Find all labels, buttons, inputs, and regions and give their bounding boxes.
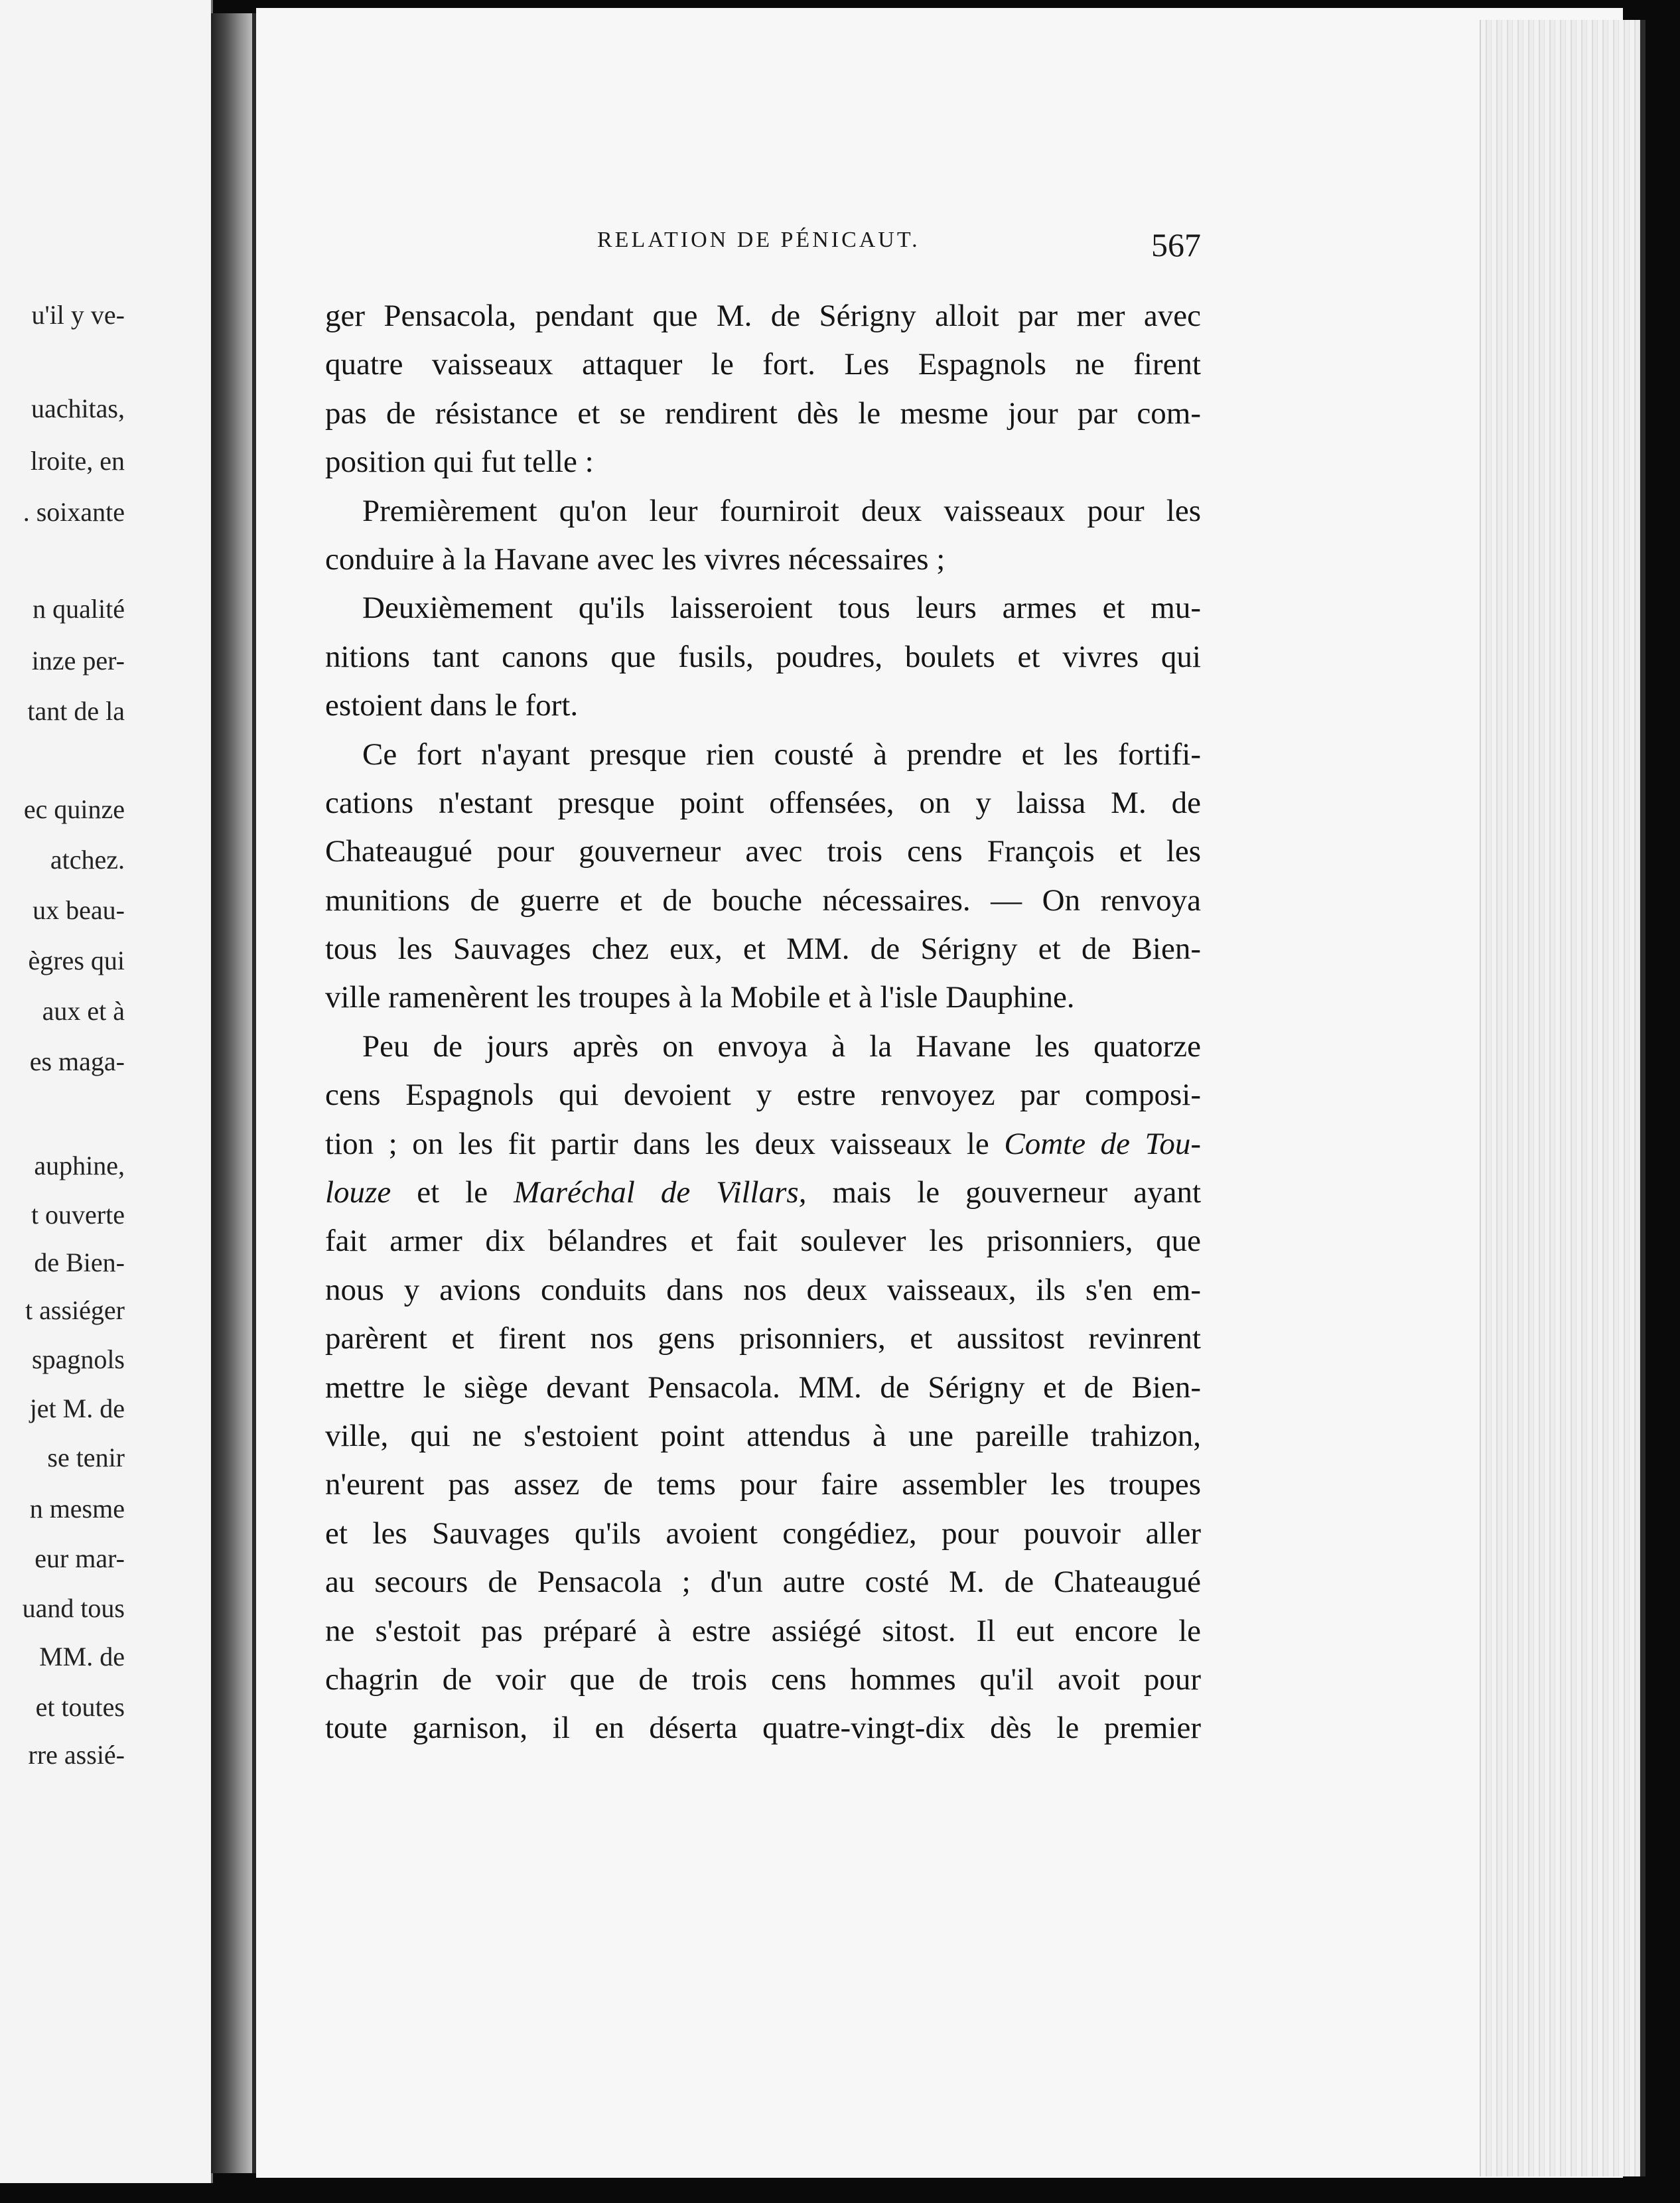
left-page-line: u'il y ve- [31,300,125,330]
left-page-line: auphine, [34,1151,125,1180]
text-line: position qui fut telle : [325,445,594,480]
page-edges [1480,20,1640,2176]
left-page-line: n qualité [33,594,125,624]
text-line: Chateaugué pour gouverneur avec trois cens François et les [325,834,1201,869]
text-line: mettre le siège devant Pensacola. MM. de Sérigny et de Bien- [325,1370,1201,1405]
text-run: mais le gouverneur ayant [806,1175,1201,1210]
left-page-line: uand tous [22,1593,125,1623]
text-line: chagrin de voir que de trois cens hommes qu'il avoit pour [325,1662,1201,1697]
left-page-line: lroite, en [30,446,125,476]
italic-ship-name: Comte de Tou- [1004,1126,1202,1161]
text-line: pas de résistance et se rendirent dès le mesme jour par com- [325,395,1201,431]
text-run: et le [391,1175,514,1210]
text-line: parèrent et firent nos gens prisonniers, et aussitost revinrent [325,1321,1201,1356]
text-line: ne s'estoit pas préparé à estre assiégé sitost. Il eut encore le [325,1613,1201,1648]
left-page-line: inze per- [31,646,125,675]
text-line: n'eurent pas assez de tems pour faire assembler les troupes [325,1467,1201,1502]
text-line [325,1120,1201,1169]
text-line: Deuxièmement qu'ils laisseroient tous leurs armes et mu- [362,591,1201,626]
left-page-line: ec quinze [23,794,125,824]
text-line: au secours de Pensacola ; d'un autre costé M. de Chateaugué [325,1565,1201,1600]
text-line: munitions de guerre et de bouche nécessaires. — On renvoya [325,883,1201,918]
left-page-line: aux et à [42,996,125,1026]
text-line: ville ramenèrent les troupes à la Mobile et à l'isle Dauphine. [325,980,1075,1015]
body-text [325,292,1201,1753]
text-line: ger Pensacola, pendant que M. de Sérigny alloit par mer avec [325,299,1201,333]
left-page-line: de Bien- [34,1247,125,1277]
text-line: ville, qui ne s'estoient point attendus à une pareille trahizon, [325,1418,1201,1453]
running-header: RELATION DE PÉNICAUT. [597,228,920,252]
text-line: estoient dans le fort. [325,688,579,723]
left-page-line: uachitas, [31,393,125,423]
left-page-line: eur mar- [35,1543,125,1573]
page-number: 567 [1151,226,1201,263]
left-page-line: t ouverte [31,1200,125,1230]
text-line: et les Sauvages qu'ils avoient congédiez, pour pouvoir aller [325,1516,1201,1551]
left-page-line: atchez. [50,845,125,875]
italic-ship-name: louze [325,1175,391,1210]
left-page-line: t assiéger [25,1295,125,1325]
text-line: conduire à la Havane avec les vivres nécessaires ; [325,541,945,577]
left-page-line: rre assié- [28,1740,125,1770]
left-page-line: spagnols [32,1344,125,1374]
text-line: cations n'estant presque point offensées, on y laissa M. de [325,785,1201,820]
left-page-line: ègres qui [28,946,125,975]
text-line: quatre vaisseaux attaquer le fort. Les Espagnols ne firent [325,347,1201,382]
left-page-line: es maga- [29,1046,125,1076]
text-line [325,1169,1201,1217]
left-page-line: n mesme [29,1494,125,1524]
text-line: cens Espagnols qui devoient y estre renvoyez par composi- [325,1078,1201,1113]
text-line: nous y avions conduits dans nos deux vaisseaux, ils s'en em- [325,1272,1201,1307]
text-line: toute garnison, il en déserta quatre-vingt-dix dès le premier [325,1711,1201,1746]
left-facing-page [0,0,213,2183]
left-page-line: . soixante [23,497,125,527]
left-page-line: et toutes [35,1692,125,1722]
book-gutter [211,13,252,2173]
left-page-line: se tenir [47,1443,125,1472]
left-page-line: tant de la [27,696,125,726]
left-page-line: jet M. de [29,1393,125,1423]
left-page-line: ux beau- [33,895,125,925]
text-line: tous les Sauvages chez eux, et MM. de Sérigny et de Bien- [325,932,1201,967]
italic-ship-name: Maréchal de Villars, [514,1175,807,1210]
text-line: Ce fort n'ayant presque rien cousté à prendre et les fortifi- [362,737,1201,772]
text-line: fait armer dix bélandres et fait soulever les prisonniers, que [325,1224,1201,1259]
left-page-line: MM. de [39,1642,125,1671]
text-run: tion ; on les fit partir dans les deux vaisseaux le [325,1126,1005,1161]
text-line: Peu de jours après on envoya à la Havane les quatorze [362,1029,1201,1064]
text-line: Premièrement qu'on leur fourniroit deux vaisseaux pour les [362,493,1201,528]
text-line: nitions tant canons que fusils, poudres, boulets et vivres qui [325,639,1201,674]
